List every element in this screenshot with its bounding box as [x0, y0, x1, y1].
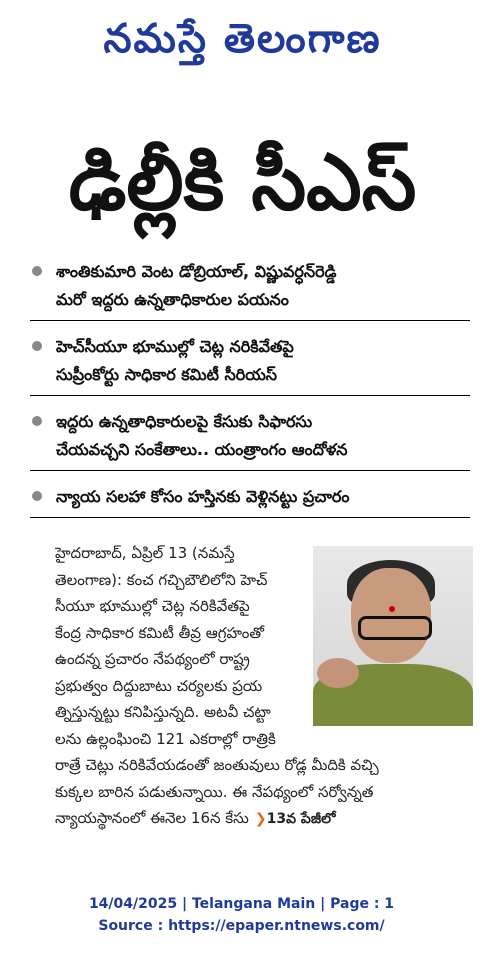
bullet-icon	[32, 416, 42, 426]
subheadline-line: శాంతికుమారి వెంట డోబ్రియాల్, విష్ణువర్ధన్‌రెడ్డి	[56, 262, 337, 281]
headline: ఢిల్లీకి సీఎస్	[68, 137, 417, 228]
article-line: కేంద్ర సాధికార కమిటీ తీవ్ర ఆగ్రహంతో	[55, 623, 265, 642]
subheadline-line: ఇద్దరు ఉన్నతాధికారులపై కేసుకు సిఫారసు	[56, 412, 313, 431]
footer-edition-info: 14/04/2025 | Telangana Main | Page : 1	[88, 896, 395, 912]
article-line: హైదరాబాద్, ఏప్రిల్ 13 (నమస్తే	[55, 544, 235, 562]
glasses-icon	[358, 616, 432, 640]
official-photo	[313, 546, 473, 726]
subheadline-line: హెచ్‌సీయూ భూముల్లో చెట్ల నరికివేతపై	[56, 337, 294, 356]
article-line: రాత్రే చెట్లు నరికివేయడంతో జంతువులు రోడ్ల మీదికి వచ్చి	[55, 756, 379, 774]
bullet-icon	[32, 266, 42, 276]
article-line: తెలంగాణ): కంచ గచ్చిబౌలిలోని హెచ్	[55, 570, 268, 589]
article-line-text: న్యాయస్థానంలో ఈనెల 16న కేసు	[55, 809, 249, 827]
subheadline-item	[30, 258, 470, 321]
subheadline-line: చేయవచ్చని సంకేతాలు.. యంత్రాంగం ఆందోళన	[56, 440, 348, 459]
continued-link[interactable]	[255, 806, 336, 833]
article-line	[55, 805, 475, 833]
article-body	[55, 540, 379, 833]
subheadline-list	[30, 258, 470, 530]
subheadline-line: సుప్రీంకోర్టు సాధికార కమిటీ సీరియస్	[56, 365, 278, 384]
article-line: ఉందన్న ప్రచారం నేపథ్యంలో రాష్ట్ర	[55, 650, 250, 668]
subheadline-line: మరో ఇద్దరు ఉన్నతాధికారుల పయనం	[56, 290, 289, 309]
footer-source[interactable]: Source : https://epaper.ntnews.com/	[98, 918, 385, 934]
article-line: కుక్కల బారిన పడుతున్నాయి. ఈ నేపథ్యంలో సర్వోన్నత	[55, 782, 374, 801]
bullet-icon	[32, 341, 42, 351]
masthead-logo: నమస్తే తెలంగాణ	[103, 15, 382, 62]
subheadline-line: న్యాయ సలహా కోసం హస్తినకు వెళ్లినట్టు ప్రచారం	[56, 487, 350, 506]
article-line: ప్రభుత్వం దిద్దుబాటు చర్యలకు ప్రయ	[55, 676, 263, 695]
subheadline-item	[30, 483, 470, 518]
bullet-icon	[32, 491, 42, 501]
article-line: లను ఉల్లంఘించి 121 ఎకరాల్లో రాత్రికి	[55, 729, 276, 748]
arrow-right-icon: ❯	[254, 811, 267, 827]
article-line: సీయూ భూముల్లో చెట్ల నరికివేతపై	[55, 597, 250, 615]
subheadline-item	[30, 408, 470, 471]
continued-label: 13వ పేజీలో	[266, 811, 336, 827]
article-line: త్నిస్తున్నట్టు కనిపిస్తున్నది. అటవీ చట్టా	[55, 703, 271, 721]
subheadline-item	[30, 333, 470, 396]
